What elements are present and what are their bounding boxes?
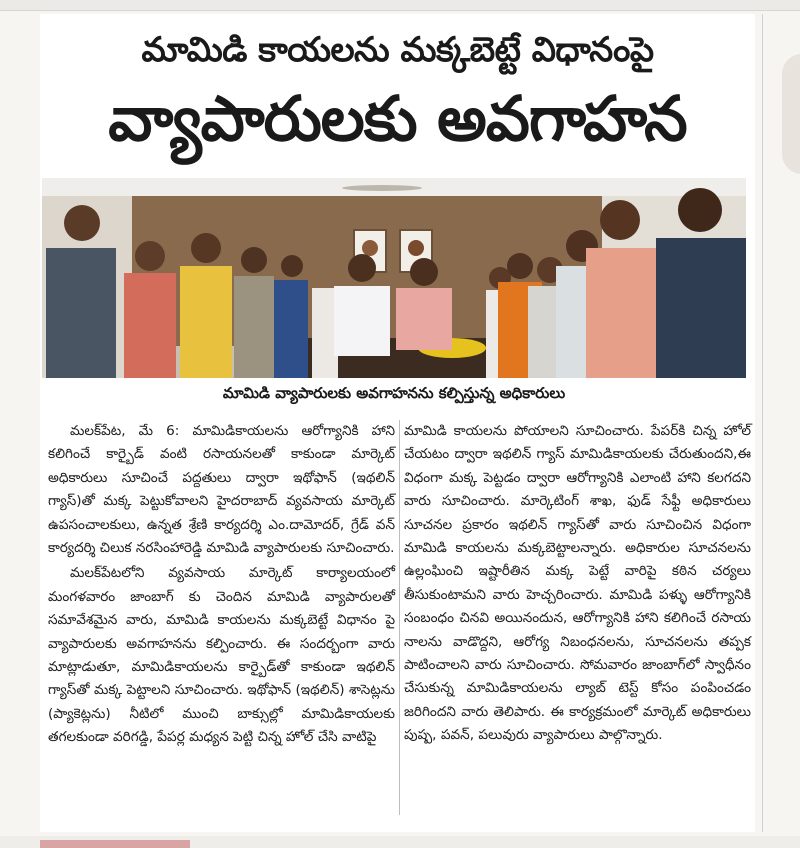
adjacent-article-edge — [770, 14, 800, 832]
article-paragraph: మామిడి కాయలను పోయాలని సూచించారు. పేపర్‌కి చిన్న హోల్ చేయటం ద్వారా ఇథలిన్ గ్యాస్ మామిడికాయలకు చేరుతుందని,ఈ విధంగా మక్క పెట్టడం ద్వారా ఆరోగ్యానికి ఎలాంటి హాని కలగదని వారు సూచించారు. మార్కెటింగ్ శాఖ, ఫుడ్ సేఫ్టీ అధికారులు సూచనల ప్రకారం ఇథలిన్ గ్యాస్‌తో వారు సూచించిన విధంగా మామిడి కాయలను మక్కబెట్టాలన్నారు. అధికారుల సూచనలను ఉల్లంఘించి ఇష్టారీతిన మక్క పెట్టే వారిపై కఠిన చర్యలు తీసుకుంటామని వారు హెచ్చరించారు. మామిడి పళ్ళు ఆరోగ్యానికి సంబంధం చినవి అయినందున, ఆరోగ్యానికి హాని కలిగించే రసాయ నాలను వాడొద్దని, ఆరోగ్య నిబంధనలను, సూచనలను తప్పక పాటించాలని వారు సూచించారు. సోమవారం జాంబాగ్‌లో స్వాధీనం చేసుకున్న మామిడికాయలను ల్యాబ్ టెస్ట్ కోసం పంపించడం జరిగిందని వారు తెలిపారు. ఈ కార్యక్రమంలో మార్కెట్ అధికారులు పుష్ప, పవన్, పలువురు వ్యాపారులు పాల్గొన్నారు. — [404, 423, 751, 744]
news-photo — [42, 178, 746, 378]
sub-headline: మామిడి కాయలను మక్కబెట్టే విధానంపై — [141, 30, 654, 70]
next-article-strip — [0, 836, 800, 848]
photo-caption: మామిడి వ్యాపారులకు అవగాహనను కల్పిస్తున్న అధికారులు — [222, 384, 566, 402]
headline: వ్యాపారులకు అవగాహన — [108, 82, 687, 155]
article-paragraph: మలక్‌పేటలోని వ్యవసాయ మార్కెట్ కార్యాలయంలో మంగళవారం జాంబాగ్ కు చెందిన మామిడి వ్యాపారులతో సమావేశమైన వారు, మామిడి కాయలను మక్కబెట్టే విధానం పై వ్యాపారులకు అవగాహనను కల్పించారు. ఈ సందర్బంగా వారు మాట్లాడుతూ, మామిడికాయలను కార్బైడ్‌తో కాకుండా ఇథలిన్ గ్యాస్‌తో మక్క పెట్టాలని సూచించారు. ఇథోఫాన్ (ఇథలిన్) శాసెట్లను (ప్యాకెట్లను) నీటిలో ముంచి బాక్సుల్లో మామిడికాయలకు తగలకుండా వరిగడ్డి, పేపర్ల మధ్యన పెట్టి చిన్న హోల్ చేసి వాటిపై — [48, 565, 395, 746]
previous-article-strip — [0, 0, 800, 11]
article-column-left — [48, 420, 395, 752]
column-rule — [762, 14, 763, 832]
column-divider — [399, 420, 400, 815]
article-paragraph: మలక్‌పేట, మే 6: మామిడికాయలను ఆరోగ్యానికి హాని కలిగించే కార్బైడ్ వంటి రసాయనలతో కాకుండా మార్కెట్ అధికారులు సూచించే పద్దతులు ద్వారా ఇథోఫాన్ (ఇథలిన్ గ్యాస్)తో మక్క పెట్టుకోవాలని హైదరాబాద్ వ్యవసాయ మార్కెట్ ఉపసంచాలకులు, ఉన్నత శ్రేణి కార్యదర్శి ఎం.దామోదర్, గ్రేడ్ వన్ కార్యదర్శి చిలుక నరసింహారెడ్డి మామిడి వ్యాపారులకు సూచించారు. — [48, 423, 395, 557]
next-article-banner — [40, 840, 190, 848]
article-column-right — [404, 420, 751, 750]
adjacent-photo — [782, 54, 800, 174]
